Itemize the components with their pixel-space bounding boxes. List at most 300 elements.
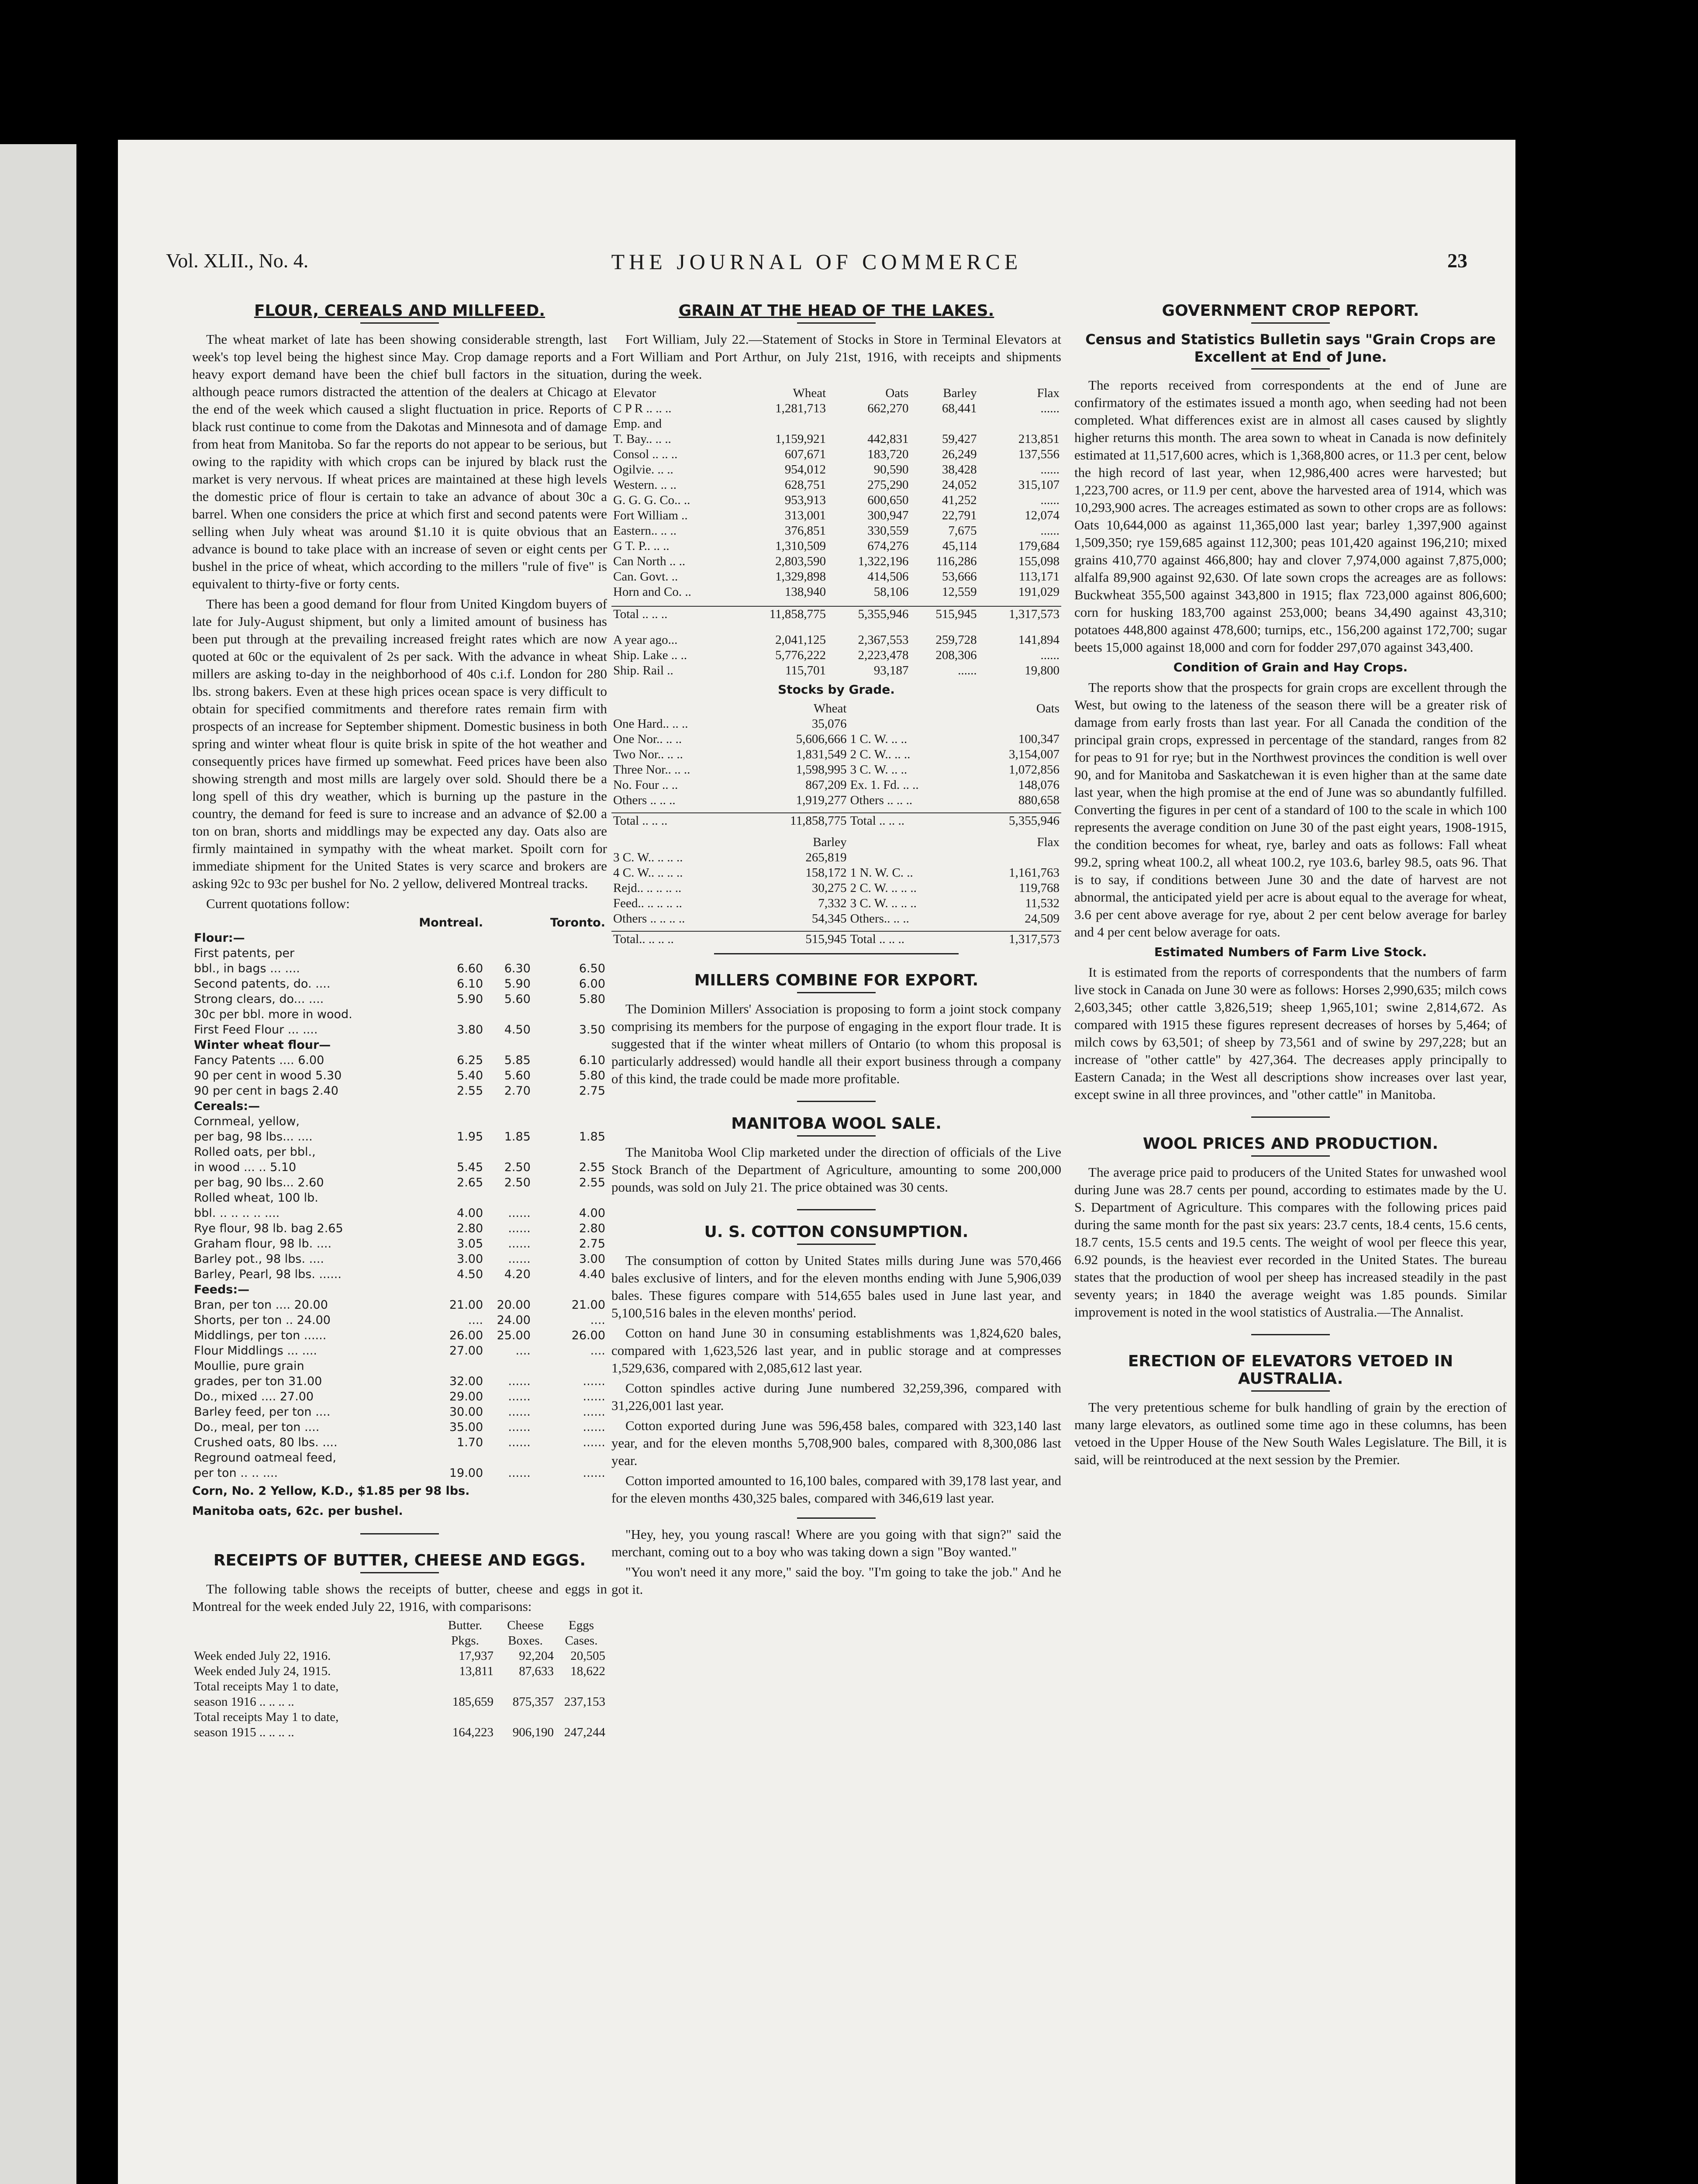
table-cell: 2,367,553	[858, 633, 909, 647]
table-cell: Flour Middlings ... ....	[194, 1344, 317, 1358]
quotations-intro: Current quotations follow:	[206, 896, 350, 911]
table-cell: 1,919,277	[796, 793, 847, 807]
table-cell	[399, 1007, 485, 1022]
table-cell	[532, 1190, 607, 1206]
table-cell: 2.70	[504, 1084, 531, 1098]
quotation-row	[192, 1236, 607, 1251]
condition-heading: Condition of Grain and Hay Crops.	[1173, 660, 1408, 674]
table-cell	[485, 1450, 532, 1465]
elevator-row	[611, 432, 1061, 447]
table-cell: 24.00	[497, 1313, 531, 1327]
table-cell: Can North .. ..	[613, 554, 686, 568]
table-cell: 35,076	[811, 717, 847, 731]
table-cell: 3.00	[457, 1252, 483, 1266]
table-cell: ......	[508, 1375, 531, 1388]
grade-row	[611, 716, 1061, 732]
table-cell: 90 per cent in bags 2.40	[194, 1084, 338, 1098]
table-cell: Crushed oats, 80 lbs. ....	[194, 1436, 338, 1449]
table-cell: 26,249	[942, 447, 977, 461]
table-cell: 1,310,509	[775, 539, 826, 553]
table-cell: 155,098	[1018, 554, 1060, 568]
table-cell: Ship. Rail ..	[613, 663, 673, 677]
table-cell: 1 N. W. C. ..	[850, 866, 913, 880]
table-cell: 41,252	[942, 493, 977, 507]
table-cell: 20,505	[570, 1649, 605, 1663]
grade-header-2: Barley Flax	[813, 835, 1060, 849]
table-cell: Emp. and	[613, 417, 662, 431]
table-cell: 58,106	[873, 585, 909, 599]
table-cell: 213,851	[1018, 432, 1060, 446]
table-cell: per bag, 98 lbs... ....	[194, 1130, 313, 1144]
table-cell: 2.80	[457, 1222, 483, 1235]
cotton-heading: U. S. COTTON CONSUMPTION.	[704, 1223, 969, 1241]
table-cell: ......	[958, 663, 977, 677]
table-cell: ......	[1040, 524, 1060, 538]
grade-header: Wheat Oats	[813, 702, 1060, 715]
table-cell: grades, per ton 31.00	[194, 1375, 322, 1388]
table-cell: No. Four .. ..	[613, 778, 678, 792]
divider	[797, 1101, 876, 1102]
grade-row	[611, 881, 1061, 896]
table-cell: 6.30	[504, 962, 531, 975]
table-cell: 4.50	[457, 1268, 483, 1281]
table-cell: 119,768	[1018, 881, 1060, 895]
table-cell: 185,659	[452, 1695, 494, 1709]
quotation-row	[192, 1022, 607, 1037]
elevator-row	[611, 462, 1061, 477]
left-page-edge	[0, 144, 76, 2184]
table-cell: Consol .. .. ..	[613, 447, 678, 461]
quotation-row	[192, 992, 607, 1007]
divider	[714, 953, 959, 954]
table-cell: 265,819	[805, 850, 847, 864]
table-cell: 1.85	[504, 1130, 531, 1144]
table-cell: Week ended July 22, 1916.	[194, 1649, 331, 1663]
table-cell: Rye flour, 98 lb. bag 2.65	[194, 1222, 343, 1235]
table-cell: ....	[590, 1344, 605, 1358]
table-cell: ......	[583, 1466, 605, 1480]
table-cell: ......	[508, 1390, 531, 1403]
table-cell: 137,556	[1018, 447, 1060, 461]
quotation-row	[192, 1221, 607, 1236]
elevator-row	[611, 569, 1061, 584]
table-cell: Do., mixed .... 27.00	[194, 1390, 314, 1403]
elevator-row	[611, 539, 1061, 554]
table-cell: 2.50	[504, 1161, 531, 1174]
grade-row	[611, 911, 1061, 926]
table-cell: 376,851	[784, 524, 826, 538]
table-cell: 2.75	[579, 1237, 605, 1251]
table-cell: Fancy Patents .... 6.00	[194, 1054, 324, 1067]
cotton-paragraph-3: Cotton spindles active during June numbered 32,259,396, compared with 31,226,001 last year.	[611, 1380, 1061, 1413]
page-header	[166, 249, 1467, 284]
table-cell: 6.10	[457, 977, 483, 991]
table-cell: 5,606,666	[796, 732, 847, 746]
table-cell: season 1916 .. .. .. ..	[194, 1695, 294, 1709]
table-cell: 6.60	[457, 962, 483, 975]
quotation-row	[192, 1129, 607, 1144]
table-cell: 6.50	[579, 962, 605, 975]
table-cell: Rolled wheat, 100 lb.	[194, 1191, 318, 1205]
table-cell: 3 C. W. .. .. ..	[850, 896, 917, 910]
table-cell: 30c per bbl. more in wood.	[194, 1008, 352, 1021]
table-cell: 35.00	[449, 1420, 483, 1434]
table-cell: ......	[583, 1405, 605, 1419]
receipts-header: Butter. Pkgs. Cheese Boxes. Eggs Cases.	[448, 1618, 598, 1648]
receipts-row	[192, 1679, 607, 1694]
table-cell	[556, 1679, 607, 1694]
elevator-row	[611, 401, 1061, 416]
table-cell: Western. .. ..	[613, 478, 677, 492]
quotation-row	[192, 1144, 607, 1160]
table-cell: 2,803,590	[775, 554, 826, 568]
receipts-intro: The following table shows the receipts of butter, cheese and eggs in Montreal for the week ended July 22, 1916, with comparisons:	[192, 1581, 607, 1614]
table-cell: 5.45	[457, 1161, 483, 1174]
elevator-row	[611, 554, 1061, 569]
table-cell: 24,509	[1025, 912, 1060, 926]
grade-total-row: Total .. .. .. 11,858,775 Total .. .. .. 5,355,946	[611, 813, 1061, 829]
table-cell: 5.40	[457, 1069, 483, 1082]
table-cell: 26.00	[571, 1329, 605, 1342]
elevator-row	[611, 447, 1061, 462]
table-cell: 315,107	[1018, 478, 1060, 492]
table-cell: T. Bay.. .. ..	[613, 432, 671, 446]
table-cell: 1,159,921	[775, 432, 826, 446]
table-cell: 92,204	[519, 1649, 554, 1663]
table-cell: 38,428	[942, 463, 977, 477]
crop-paragraph-2: The reports show that the prospects for grain crops are excellent through the West, but owing to the lateness of the season there will be a greater risk of damage from early frosts than last year. For all Canada the condition of the principal grain crops, expressed in percentage of the standard, ranges from 82 for peas to 91 for rye; but in the Northwest provinces the condition is well over 90, and for Manitoba and Saskatchewan it is even higher than at the same date last year, when the high promise at the end of June was so abundantly fulfilled. Converting the figures in per cent of a standard of 100 to the scale in which 100 represents the average condition on June 30 of the past eight years, 1908-1915, the condition becomes for wheat, rye, barley and oats as follows: Fall wheat 99.2, spring wheat 100.2, all wheat 100.2, rye 103.6, barley 98.5, oats 96. That is to say, if conditions between June 30 and the date of harvest are not abnormal, the anticipated yield per acre is about equal to the average for wheat, 3.6 per cent above average for rye, about 2 per cent below average for barley and 4 per cent below average for oats.	[1074, 680, 1507, 940]
flour-paragraph-1: The wheat market of late has been showing considerable strength, last week's top level being the highest since May. Crop damage reports and a heavy export demand have been the chief bull factors in the situation, although peace rumors distracted the attention of the dealers at Chicago at the end of the week which caused a slight fluctuation in price. Reports of black rust continue to come from the Dakotas and Minnesota and of damage from heat from Manitoba. So far the reports do not appear to be serious, but owing to the rapidity with which crops can be injured by black rust the market is very nervous. If wheat prices are maintained at these high levels the domestic price of flour is certain to take an advance of about 30c a barrel. When one considers the price at which first and second patents were selling when July wheat was around $1.10 it is quite obvious that an advance is bound to take place with an increase of seven or eight cents per bushel in the price of wheat, which according to the millers "rule of five" is equivalent to thirty-five or forty cents.	[192, 332, 607, 591]
table-cell	[485, 1282, 532, 1297]
table-cell: 1,072,856	[1009, 763, 1060, 777]
table-cell: 27.00	[449, 1344, 483, 1358]
table-cell: 5.80	[579, 1069, 605, 1082]
table-cell: 275,290	[867, 478, 909, 492]
table-cell: 3,154,007	[1009, 747, 1060, 761]
table-cell: ......	[508, 1436, 531, 1449]
column-1	[192, 297, 607, 1740]
table-cell: Second patents, do. ....	[194, 977, 331, 991]
table-cell	[485, 1190, 532, 1206]
table-cell: Barley feed, per ton ....	[194, 1405, 331, 1419]
table-cell: Rejd.. .. .. .. ..	[613, 881, 682, 895]
table-cell	[485, 1099, 532, 1114]
table-cell: ......	[508, 1222, 531, 1235]
table-cell	[399, 1037, 485, 1053]
table-cell: ....	[468, 1313, 483, 1327]
table-cell: 5.80	[579, 992, 605, 1006]
wool-sale-heading: MANITOBA WOOL SALE.	[731, 1115, 942, 1133]
table-cell: 17,937	[459, 1649, 494, 1663]
table-cell: 5,776,222	[775, 648, 826, 662]
quotation-row	[192, 1068, 607, 1083]
table-cell: 875,357	[512, 1695, 554, 1709]
table-cell	[435, 1679, 495, 1694]
table-cell: ......	[583, 1375, 605, 1388]
table-cell: Strong clears, do... ....	[194, 992, 324, 1006]
table-cell: 954,012	[784, 463, 826, 477]
quotation-row	[192, 1389, 607, 1404]
table-cell: 4.40	[579, 1268, 605, 1281]
table-cell: 1.70	[457, 1436, 483, 1449]
table-cell: 5.90	[504, 977, 531, 991]
divider	[797, 1517, 876, 1519]
table-cell: 93,187	[873, 663, 909, 677]
table-cell: One Nor.. .. ..	[613, 732, 682, 746]
divider	[360, 1572, 439, 1573]
table-cell: ......	[1040, 401, 1060, 415]
cotton-paragraph-4: Cotton exported during June was 596,458 bales, compared with 323,140 last year, and for the eleven months 5,708,900 bales, compared with 8,300,086 last year.	[611, 1418, 1061, 1468]
table-cell: 2,041,125	[775, 633, 826, 647]
table-cell	[399, 1114, 485, 1129]
quotation-row	[192, 976, 607, 992]
table-cell: Week ended July 24, 1915.	[194, 1664, 331, 1678]
table-cell: G. G. G. Co.. ..	[613, 493, 690, 507]
wool-sale-text: The Manitoba Wool Clip marketed under the direction of officials of the Live Stock Branch of the Department of Agriculture, amounting to some 200,000 pounds, was sold on July 21. The price obtained was 30 cents.	[611, 1144, 1061, 1195]
quotation-row	[192, 1404, 607, 1420]
table-cell: 25.00	[497, 1329, 531, 1342]
quotation-row	[192, 1190, 607, 1206]
receipts-row	[192, 1664, 607, 1679]
table-cell	[485, 1144, 532, 1160]
table-cell	[485, 1007, 532, 1022]
table-cell: Reground oatmeal feed,	[194, 1451, 336, 1465]
table-cell: 29.00	[449, 1390, 483, 1403]
table-cell	[828, 416, 910, 432]
table-cell	[495, 1679, 556, 1694]
crop-report-heading: GOVERNMENT CROP REPORT.	[1162, 302, 1419, 320]
elevator-total-row: Total .. .. .. 11,858,775 5,355,946 515,945 1,317,573	[611, 606, 1061, 622]
grade-row	[611, 850, 1061, 865]
receipts-table	[192, 1618, 607, 1740]
table-cell: Three Nor.. .. ..	[613, 763, 690, 777]
table-cell: Total receipts May 1 to date,	[194, 1679, 339, 1693]
table-cell: 906,190	[512, 1725, 554, 1739]
table-cell: 1,322,196	[858, 554, 909, 568]
table-cell: 183,720	[867, 447, 909, 461]
table-cell: 953,913	[784, 493, 826, 507]
quotation-row	[192, 961, 607, 976]
table-cell: 13,811	[459, 1664, 494, 1678]
cotton-paragraph-1: The consumption of cotton by United States mills during June was 570,466 bales exclusive of linters, and for the eleven months ending with June 5,906,039 bales. These figures compare with 514,655 bales used in June last year, and 5,100,516 bales in the eleven months' period.	[611, 1253, 1061, 1320]
table-cell: ....	[590, 1313, 605, 1327]
table-cell	[485, 1358, 532, 1374]
table-cell: 2.80	[579, 1222, 605, 1235]
table-cell: Flour:—	[194, 931, 245, 945]
grade-row	[611, 747, 1061, 762]
table-cell: 21.00	[449, 1298, 483, 1312]
quotation-row	[192, 1282, 607, 1297]
quotation-row	[192, 1358, 607, 1374]
table-cell: Barley pot., 98 lbs. ....	[194, 1252, 324, 1266]
table-cell: Winter wheat flour—	[194, 1038, 331, 1052]
table-cell: 607,671	[784, 447, 826, 461]
table-cell: per ton .. .. ....	[194, 1466, 278, 1480]
quotation-row	[192, 1267, 607, 1282]
elevators-vetoed-heading: ERECTION OF ELEVATORS VETOED IN AUSTRALIA.	[1128, 1352, 1453, 1388]
table-cell	[532, 1144, 607, 1160]
quotation-row	[192, 1297, 607, 1313]
table-cell: Shorts, per ton .. 24.00	[194, 1313, 331, 1327]
table-cell: per bag, 90 lbs... 2.60	[194, 1176, 324, 1189]
table-cell: 4.00	[579, 1206, 605, 1220]
table-cell: Total receipts May 1 to date,	[194, 1710, 339, 1724]
receipts-row	[192, 1710, 607, 1725]
table-cell: 2 C. W.. .. ..	[850, 747, 911, 761]
table-cell: 141,894	[1018, 633, 1060, 647]
table-cell	[532, 1358, 607, 1374]
table-cell	[399, 1144, 485, 1160]
table-cell: 6.00	[579, 977, 605, 991]
receipts-row	[192, 1725, 607, 1740]
table-cell: 330,559	[867, 524, 909, 538]
wool-prices-heading: WOOL PRICES AND PRODUCTION.	[1142, 1135, 1439, 1153]
table-cell: 179,684	[1018, 539, 1060, 553]
millers-text: The Dominion Millers' Association is proposing to form a joint stock company comprising its members for the purpose of engaging in the export flour trade. It is suggested that if the winter wheat millers of Ontario (to whom this proposal is particularly addressed) would handle all their export business through a company of this kind, the trade could be made more profitable.	[611, 1001, 1061, 1086]
table-cell: 313,001	[784, 508, 826, 522]
quotation-row	[192, 1160, 607, 1175]
volume-number: Vol. XLII., No. 4.	[166, 249, 309, 272]
table-cell: 164,223	[452, 1725, 494, 1739]
anecdote-paragraph-1: "Hey, hey, you young rascal! Where are you going with that sign?" said the merchant, coming out to a boy who was taking down a sign "Boy wanted."	[611, 1527, 1061, 1559]
table-cell: 1,329,898	[775, 570, 826, 584]
table-cell: 116,286	[936, 554, 977, 568]
receipts-row	[192, 1648, 607, 1664]
journal-title: THE JOURNAL OF COMMERCE	[611, 249, 1022, 274]
table-cell: 90,590	[873, 463, 909, 477]
table-cell: Cornmeal, yellow,	[194, 1115, 300, 1128]
table-cell: 148,076	[1018, 778, 1060, 792]
table-cell	[485, 1037, 532, 1053]
table-cell: 6.10	[579, 1054, 605, 1067]
table-cell	[736, 416, 828, 432]
table-cell: Cereals:—	[194, 1099, 260, 1113]
table-cell: ......	[1040, 463, 1060, 477]
table-cell	[399, 1190, 485, 1206]
table-cell: ......	[508, 1237, 531, 1251]
table-cell: 4.00	[457, 1206, 483, 1220]
table-cell: ......	[583, 1420, 605, 1434]
table-cell: 20.00	[497, 1298, 531, 1312]
grade-table-wheat-oats	[611, 701, 1061, 947]
elevator-table	[611, 386, 1061, 678]
wool-prices-text: The average price paid to producers of the United States for unwashed wool during June was 28.7 cents per pound, according to estimates made by the U. S. Department of Agriculture. This compares with the following prices paid during the same month for the past six years: 23.7 cents, 18.4 cents, 15.6 cents, 18.7 cents, 15.5 cents and 19.5 cents. The weight of wool per fleece this year, 6.92 pounds, is the heaviest ever recorded in the United States. The bureau states that the production of wool per sheep has increased steadily in the past seventy years; in 1840 the average weight was 1.85 pounds. Similar improvement is noted in the wool statistics of Australia.—The Annalist.	[1074, 1165, 1507, 1320]
table-cell: ......	[583, 1390, 605, 1403]
table-cell: 11,532	[1025, 896, 1060, 910]
table-cell: 32.00	[449, 1375, 483, 1388]
table-cell: 1,281,713	[775, 401, 826, 415]
table-cell: 674,276	[867, 539, 909, 553]
table-cell: 59,427	[942, 432, 977, 446]
table-cell: 1,161,763	[1009, 866, 1060, 880]
table-cell	[532, 946, 607, 961]
divider	[1251, 1390, 1330, 1392]
quotation-row	[192, 946, 607, 961]
grade-row	[611, 762, 1061, 778]
page-number: 23	[1447, 249, 1467, 272]
table-cell	[532, 1282, 607, 1297]
flour-heading: FLOUR, CEREALS AND MILLFEED.	[254, 302, 545, 320]
table-cell: 2.50	[504, 1176, 531, 1189]
divider	[1251, 1116, 1330, 1118]
grade-row	[611, 896, 1061, 911]
table-cell: 600,650	[867, 493, 909, 507]
table-cell: season 1915 .. .. .. ..	[194, 1725, 294, 1739]
cotton-paragraph-2: Cotton on hand June 30 in consuming establishments was 1,824,620 bales, compared with 1,623,526 last year, and in public storage and at compresses 1,529,636, compared with 2,085,612 last year.	[611, 1325, 1061, 1375]
table-cell: 21.00	[571, 1298, 605, 1312]
table-cell	[849, 716, 970, 732]
elevator-row	[611, 584, 1061, 600]
table-cell	[495, 1710, 556, 1725]
table-cell: Others .. .. ..	[613, 793, 676, 807]
grade-row	[611, 865, 1061, 881]
table-cell: bbl., in bags ... ....	[194, 962, 300, 975]
quotation-row	[192, 1206, 607, 1221]
table-cell	[485, 1114, 532, 1129]
table-cell: 4 C. W.. .. .. ..	[613, 866, 683, 880]
table-cell: 26.00	[449, 1329, 483, 1342]
millers-heading: MILLERS COMBINE FOR EXPORT.	[694, 971, 979, 989]
livestock-heading: Estimated Numbers of Farm Live Stock.	[1154, 945, 1427, 959]
table-cell: 30.00	[449, 1405, 483, 1419]
table-cell: 5.60	[504, 1069, 531, 1082]
quotation-row	[192, 1114, 607, 1129]
table-cell	[399, 930, 485, 946]
table-cell	[532, 930, 607, 946]
cotton-paragraph-5: Cotton imported amounted to 16,100 bales, compared with 39,178 last year, and for the eleven months 430,325 bales, compared with 346,619 last year.	[611, 1473, 1061, 1506]
elevator-row	[611, 508, 1061, 523]
table-cell: 1 C. W. .. ..	[850, 732, 908, 746]
table-cell: 628,751	[784, 478, 826, 492]
table-cell: Middlings, per ton ......	[194, 1329, 327, 1342]
grain-heading: GRAIN AT THE HEAD OF THE LAKES.	[678, 302, 994, 320]
table-cell: Can. Govt. ..	[613, 570, 678, 584]
table-cell	[399, 1358, 485, 1374]
grade-heading: Stocks by Grade.	[778, 682, 895, 697]
divider	[1251, 322, 1330, 324]
manitoba-oats-quote: Manitoba oats, 62c. per bushel.	[192, 1504, 403, 1518]
quotation-row	[192, 1313, 607, 1328]
quotation-row	[192, 1465, 607, 1481]
corn-quote: Corn, No. 2 Yellow, K.D., $1.85 per 98 lbs.	[192, 1484, 470, 1498]
elevator-extra-row	[611, 648, 1061, 663]
table-cell	[532, 1037, 607, 1053]
table-cell	[532, 1450, 607, 1465]
table-cell: 68,441	[942, 401, 977, 415]
table-cell	[399, 946, 485, 961]
table-cell: 3.05	[457, 1237, 483, 1251]
table-cell: First patents, per	[194, 947, 295, 960]
table-cell: 300,947	[867, 508, 909, 522]
table-cell: 54,345	[811, 912, 847, 926]
table-cell: 414,506	[867, 570, 909, 584]
table-cell: 2.55	[457, 1084, 483, 1098]
table-cell: ......	[508, 1405, 531, 1419]
quotation-row	[192, 1450, 607, 1465]
elevator-extra-row	[611, 663, 1061, 678]
table-cell: Horn and Co. ..	[613, 585, 691, 599]
table-cell: 18,622	[570, 1664, 605, 1678]
elevator-row	[611, 477, 1061, 493]
table-cell	[532, 1007, 607, 1022]
table-cell: A year ago...	[613, 633, 678, 647]
table-cell: 113,171	[1018, 570, 1060, 584]
quotation-row	[192, 1007, 607, 1022]
table-cell: 2.55	[579, 1176, 605, 1189]
table-cell	[970, 850, 1061, 865]
table-cell: 2,223,478	[858, 648, 909, 662]
table-cell: Others.. .. ..	[850, 912, 909, 926]
